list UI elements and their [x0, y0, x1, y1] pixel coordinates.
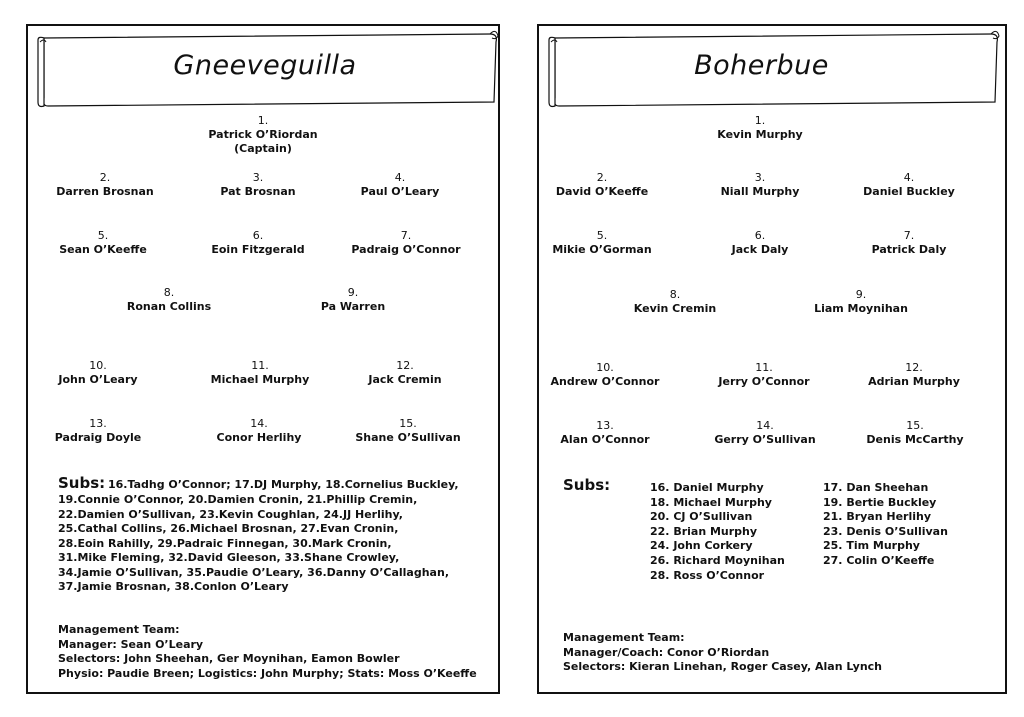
subs-label: Subs: — [563, 476, 611, 494]
player-12: 12. Jack Cremin — [368, 359, 442, 386]
sub-player: 17. Dan Sheehan — [823, 481, 929, 494]
player-11: 11. Michael Murphy — [210, 359, 310, 386]
sub-player: 27. Colin O’Keeffe — [823, 553, 935, 567]
sub-player: 28. Ross O’Connor — [650, 568, 765, 582]
player-5: 5. Mikie O’Gorman — [552, 229, 652, 256]
player-15: 15. Denis McCarthy — [866, 419, 964, 446]
sub-player: 20. CJ O’Sullivan — [650, 510, 753, 524]
subs-line: 34.Jamie O’Sullivan, 35.Paudie O’Leary, 36.Danny O’Callaghan, — [58, 566, 449, 579]
team-sheet-gneeveguilla — [26, 24, 500, 694]
sub-player: 23. Denis O’Sullivan — [823, 524, 948, 538]
player-2: 2. Darren Brosnan — [56, 171, 154, 198]
sub-player: 18. Michael Murphy — [650, 495, 772, 509]
management-line: Manager: Sean O’Leary — [58, 638, 204, 651]
player-15: 15. Shane O’Sullivan — [355, 417, 461, 444]
team-title: Gneeveguilla — [173, 50, 357, 81]
player-4: 4. Daniel Buckley — [863, 171, 955, 198]
player-2: 2. David O’Keeffe — [555, 171, 649, 198]
team-sheet-boherbue — [537, 24, 1007, 694]
management-line: Selectors: John Sheehan, Ger Moynihan, Eamon Bowler — [58, 652, 400, 665]
subs-line: 37.Jamie Brosnan, 38.Conlon O’Leary — [58, 580, 289, 593]
subs-column-1 — [650, 481, 785, 583]
player-5: 5. Sean O’Keeffe — [59, 229, 147, 256]
player-13: 13. Padraig Doyle — [54, 417, 142, 444]
management-line: Manager/Coach: Conor O’Riordan — [563, 646, 770, 659]
management-line: Selectors: Kieran Linehan, Roger Casey, Alan Lynch — [563, 660, 883, 673]
player-3: 3. Pat Brosnan — [220, 171, 296, 198]
player-6: 6. Eoin Fitzgerald — [211, 229, 305, 256]
player-4: 4. Paul O’Leary — [360, 171, 440, 198]
management-heading: Management Team: — [58, 623, 180, 636]
player-7: 7. Patrick Daly — [871, 229, 947, 256]
subs-line: 31.Mike Fleming, 32.David Gleeson, 33.Shane Crowley, — [58, 551, 400, 564]
player-8: 8. Ronan Collins — [126, 286, 212, 313]
subs-column-2 — [823, 481, 948, 569]
player-9: 9. Liam Moynihan — [814, 288, 908, 315]
subs-label: Subs: — [58, 474, 106, 492]
player-8: 8. Kevin Cremin — [633, 288, 717, 315]
player-9: 9. Pa Warren — [320, 286, 386, 313]
player-12: 12. Adrian Murphy — [868, 361, 960, 388]
player-14: 14. Conor Herlihy — [216, 417, 302, 444]
player-14: 14. Gerry O’Sullivan — [714, 419, 816, 446]
sub-player: 22. Brian Murphy — [650, 524, 758, 538]
sub-player: 16. Daniel Murphy — [650, 481, 764, 494]
player-1: 1. Kevin Murphy — [717, 114, 803, 141]
subs-line: 16.Tadhg O’Connor; 17.DJ Murphy, 18.Cornelius Buckley, — [108, 478, 459, 491]
management-line: Physio: Paudie Breen; Logistics: John Murphy; Stats: Moss O’Keeffe — [58, 667, 477, 680]
management-heading: Management Team: — [563, 631, 685, 644]
sub-player: 26. Richard Moynihan — [650, 553, 785, 567]
sub-player: 21. Bryan Herlihy — [823, 510, 932, 524]
team-title: Boherbue — [694, 50, 829, 81]
player-11: 11. Jerry O’Connor — [718, 361, 810, 388]
sub-player: 19. Bertie Buckley — [823, 495, 937, 509]
player-10: 10. Andrew O’Connor — [550, 361, 660, 388]
subs-line: 19.Connie O’Connor, 20.Damien Cronin, 21.Phillip Cremin, — [58, 493, 418, 506]
player-7: 7. Padraig O’Connor — [351, 229, 461, 256]
subs-line: 28.Eoin Rahilly, 29.Padraic Finnegan, 30.Mark Cronin, — [58, 537, 392, 550]
player-6: 6. Jack Daly — [731, 229, 789, 256]
player-10: 10. John O’Leary — [58, 359, 138, 386]
player-1: 1. Patrick O’Riordan (Captain) — [208, 114, 318, 155]
sub-player: 24. John Corkery — [650, 539, 753, 553]
subs-line: 25.Cathal Collins, 26.Michael Brosnan, 27.Evan Cronin, — [58, 522, 399, 535]
player-3: 3. Niall Murphy — [720, 171, 800, 198]
subs-line: 22.Damien O’Sullivan, 23.Kevin Coughlan, 24.JJ Herlihy, — [58, 508, 403, 521]
sub-player: 25. Tim Murphy — [823, 539, 920, 553]
player-13: 13. Alan O’Connor — [560, 419, 650, 446]
